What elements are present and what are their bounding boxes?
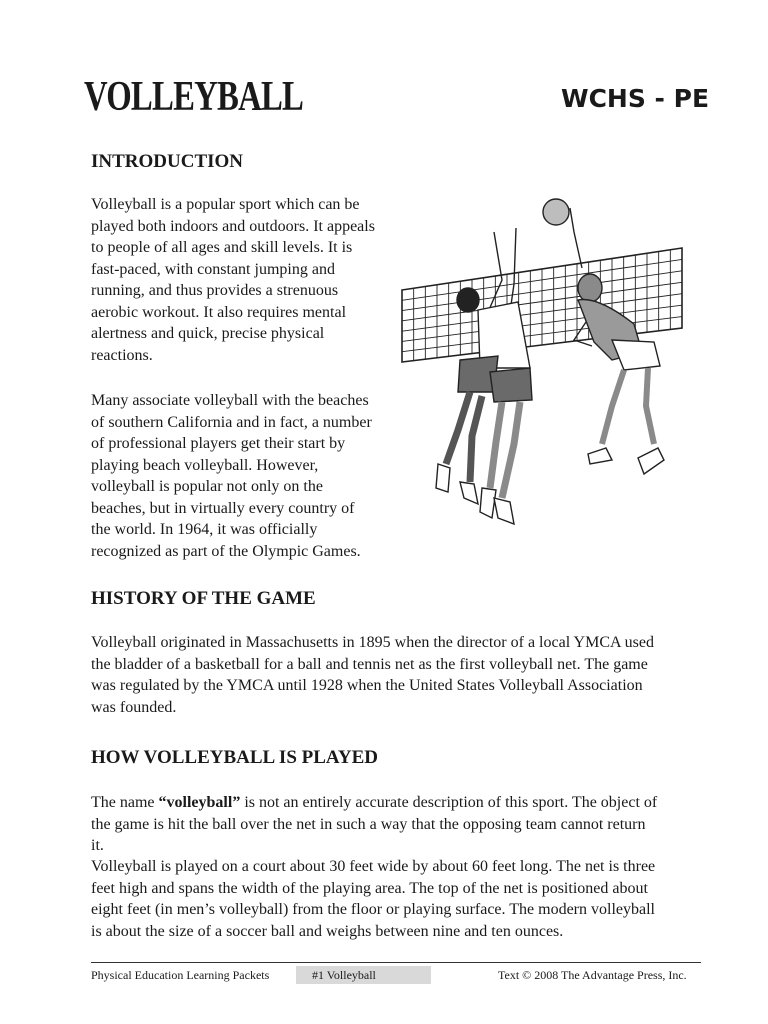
text-line: feet high and spans the width of the playing area. The top of the net is positioned about bbox=[91, 879, 648, 897]
history-paragraph bbox=[91, 632, 705, 718]
text-line: fast-paced, with constant jumping and bbox=[91, 260, 335, 278]
text-line: of southern California and in fact, a number bbox=[91, 413, 372, 431]
intro-paragraph-2 bbox=[91, 390, 393, 562]
text-line: volleyball is popular not only on the bbox=[91, 478, 323, 495]
text-line: eight feet (in men’s volleyball) from the floor or playing surface. The modern volleyball bbox=[91, 901, 655, 918]
section-heading-introduction: INTRODUCTION bbox=[91, 151, 244, 172]
text-line: the bladder of a basketball for a ball and tennis net as the first volleyball net. The game bbox=[91, 655, 648, 673]
text-line: was regulated by the YMCA until 1928 when the United States Volleyball Association bbox=[91, 677, 643, 694]
section-heading-how-played: HOW VOLLEYBALL IS PLAYED bbox=[91, 747, 379, 768]
spiker-player bbox=[570, 208, 664, 474]
text-line: alertness and quick, precise physical bbox=[91, 325, 325, 342]
text-line: aerobic workout. It also requires mental bbox=[91, 303, 347, 321]
text-line: is about the size of a soccer ball and weighs between nine and ten ounces. bbox=[91, 922, 564, 940]
intro-paragraph-1 bbox=[91, 194, 393, 366]
text-line: playing beach volleyball. However, bbox=[91, 456, 319, 474]
text-line: of professional players get their start by bbox=[91, 435, 346, 452]
text-line: to people of all ages and skill levels. It is bbox=[91, 239, 353, 256]
text-line: was founded. bbox=[91, 698, 177, 716]
text-line: Volleyball originated in Massachusetts in 1895 when the director of a local YMCA used bbox=[91, 634, 654, 651]
how-played-paragraph-1 bbox=[91, 792, 705, 857]
text-line: Volleyball is a popular sport which can be bbox=[91, 196, 360, 213]
text-line: the world. In 1964, it was officially bbox=[91, 521, 318, 538]
volleyball-players-illustration bbox=[398, 192, 692, 532]
text-line: recognized as part of the Olympic Games. bbox=[91, 542, 361, 560]
text-line: it. bbox=[91, 837, 104, 854]
section-heading-history: HISTORY OF THE GAME bbox=[91, 588, 316, 609]
text-line: played both indoors and outdoors. It appeals bbox=[91, 217, 375, 235]
emphasis-term: “volleyball” bbox=[158, 794, 241, 811]
course-tag: WCHS - PE bbox=[561, 84, 710, 113]
footer-divider bbox=[91, 962, 701, 963]
text-line: Many associate volleyball with the beaches bbox=[91, 392, 369, 409]
text-line: running, and thus provides a strenuous bbox=[91, 282, 339, 299]
footer-copyright: Text © 2008 The Advantage Press, Inc. bbox=[498, 968, 687, 982]
text-line: beaches, but in virtually every country of bbox=[91, 499, 355, 517]
footer-packet-label: #1 Volleyball bbox=[296, 966, 431, 984]
text-line: reactions. bbox=[91, 346, 153, 364]
how-played-paragraph-2 bbox=[91, 856, 705, 942]
page-title: VOLLEYBALL bbox=[84, 74, 304, 120]
text-line: The name “volleyball” is not an entirely accurate description of this sport. The object of bbox=[91, 794, 658, 811]
text-line: Volleyball is played on a court about 30 feet wide by about 60 feet long. The net is three bbox=[91, 858, 656, 875]
footer-series: Physical Education Learning Packets bbox=[91, 968, 270, 982]
text-line: the game is hit the ball over the net in such a way that the opposing team cannot return bbox=[91, 815, 646, 833]
volleyball-ball bbox=[543, 199, 569, 225]
